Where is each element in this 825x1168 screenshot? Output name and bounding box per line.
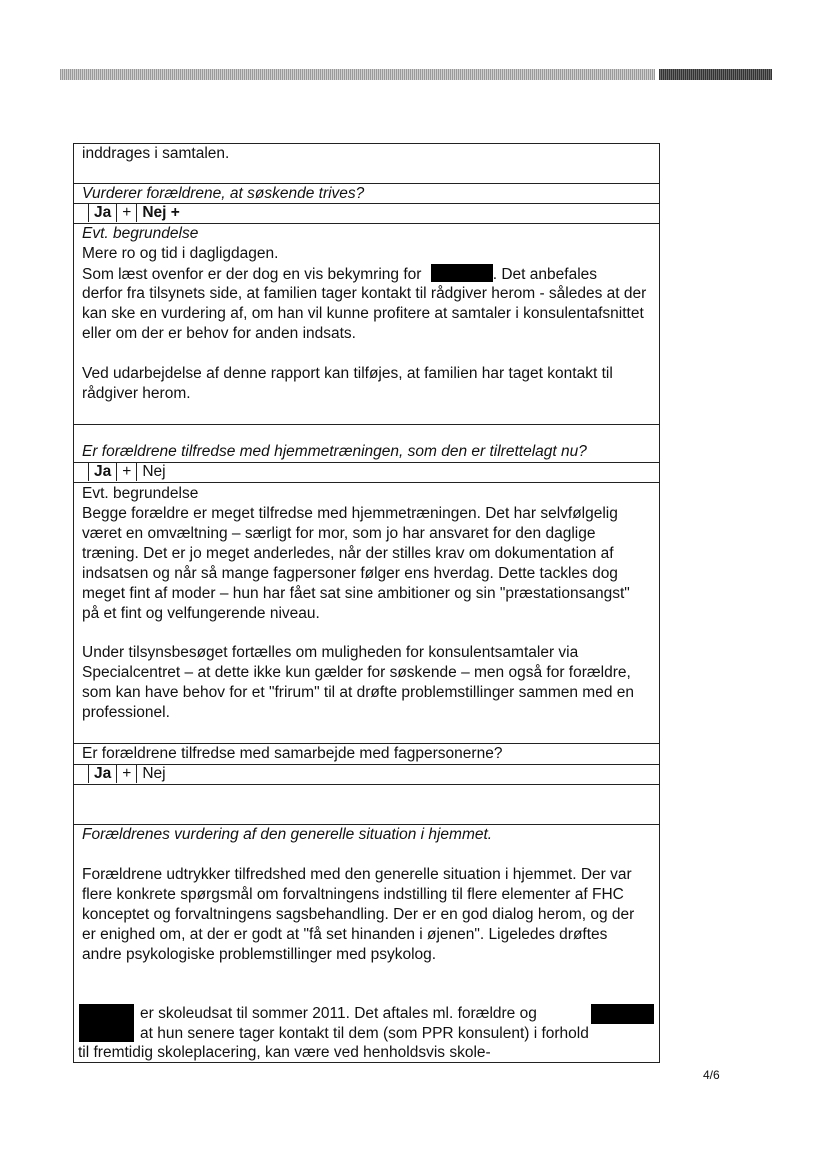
reason-paragraph: Under tilsynsbesøget fortælles om muligheden for konsulentsamtaler via Specialcentret – at dette ikke kun gælder for søskende – men også for forældre, som kan have behov for et "frirum" til at drøfte problemstillinger sammen med en professionel. <box>82 644 635 721</box>
answer-plus: + <box>116 203 136 222</box>
header-bar <box>60 69 655 80</box>
reason-label: Evt. begrundelse <box>82 225 199 242</box>
question-hometraining: Er forældrene tilfredse med hjemmetræningen, som den er tilrettelagt nu? <box>82 443 587 460</box>
redaction-box <box>79 1004 134 1042</box>
reason-line: til fremtidig skoleplacering, kan være ved henholdsvis skole- <box>78 1044 491 1061</box>
answer-ja: Ja <box>88 764 116 783</box>
answer-nej: Nej <box>136 462 170 481</box>
reason-paragraph: Ved udarbejdelse af denne rapport kan tilføjes, at familien har taget kontakt til rådgiver herom. <box>82 365 613 402</box>
header-bar-dark <box>659 69 772 80</box>
page-number: 4/6 <box>703 1068 720 1082</box>
answer-row-hometraining <box>88 462 171 481</box>
answer-nej: Nej + <box>136 203 184 222</box>
answer-ja: Ja <box>88 462 116 481</box>
answer-row-siblings <box>88 203 185 222</box>
reason-paragraph: derfor fra tilsynets side, at familien tager kontakt til rådgiver herom - således at der kan ske en vurdering af, om han vil kunne profitere at samtaler i konsulentafsnittet eller om der er behov for anden indsats. <box>82 285 647 342</box>
report-form <box>73 143 660 1063</box>
divider <box>74 784 659 785</box>
redaction-box <box>431 264 493 282</box>
question-general-situation: Forældrenes vurdering af den generelle situation i hjemmet. <box>82 826 493 843</box>
reason-line: er skoleudsat til sommer 2011. Det aftales ml. forældre og <box>140 1005 537 1022</box>
answer-row-professionals <box>88 764 171 783</box>
answer-plus: + <box>116 462 136 481</box>
question-professionals: Er forældrene tilfredse med samarbejde med fagpersonerne? <box>82 745 503 762</box>
reason-label: Evt. begrundelse <box>82 485 199 502</box>
answer-ja: Ja <box>88 203 116 222</box>
answer-nej: Nej <box>136 764 170 783</box>
reason-paragraph: Begge forældre er meget tilfredse med hjemmetræningen. Det har selvfølgelig været en omvæltning – særligt for mor, som jo har ansvaret for den daglige træning. Det er jo meget anderledes, når der stilles krav om dokumentation af indsatsen og når så mange fagpersoner følger ens hverdag. Dette tackles dog meget fint af moder – hun har fået sat sine ambitioner og sin "præstationsangst" på et fint og velfungerende niveau. <box>82 505 630 622</box>
reason-text: Som læst ovenfor er der dog en vis bekymring for <box>82 266 422 283</box>
reason-line: Mere ro og tid i dagligdagen. <box>82 245 279 262</box>
divider <box>74 424 659 425</box>
answer-plus: + <box>116 764 136 783</box>
reason-paragraph: Forældrene udtrykker tilfredshed med den generelle situation i hjemmet. Der var flere konkrete spørgsmål om forvaltningens indstilling til flere elementer af FHC konceptet og forvaltningens sagsbehandling. Der er en god dialog herom, og der er enighed om, at der er godt at "få set hinanden i øjenen". Ligeledes drøftes andre psykologiske problemstillinger med psykolog. <box>82 866 635 963</box>
reason-text: . Det anbefales <box>492 266 598 283</box>
reason-line-with-redaction <box>82 264 651 285</box>
intro-line: inddrages i samtalen. <box>82 145 230 162</box>
divider <box>74 482 659 483</box>
reason-line: at hun senere tager kontakt til dem (som PPR konsulent) i forhold <box>140 1025 589 1042</box>
question-siblings: Vurderer forældrene, at søskende trives? <box>82 185 365 202</box>
